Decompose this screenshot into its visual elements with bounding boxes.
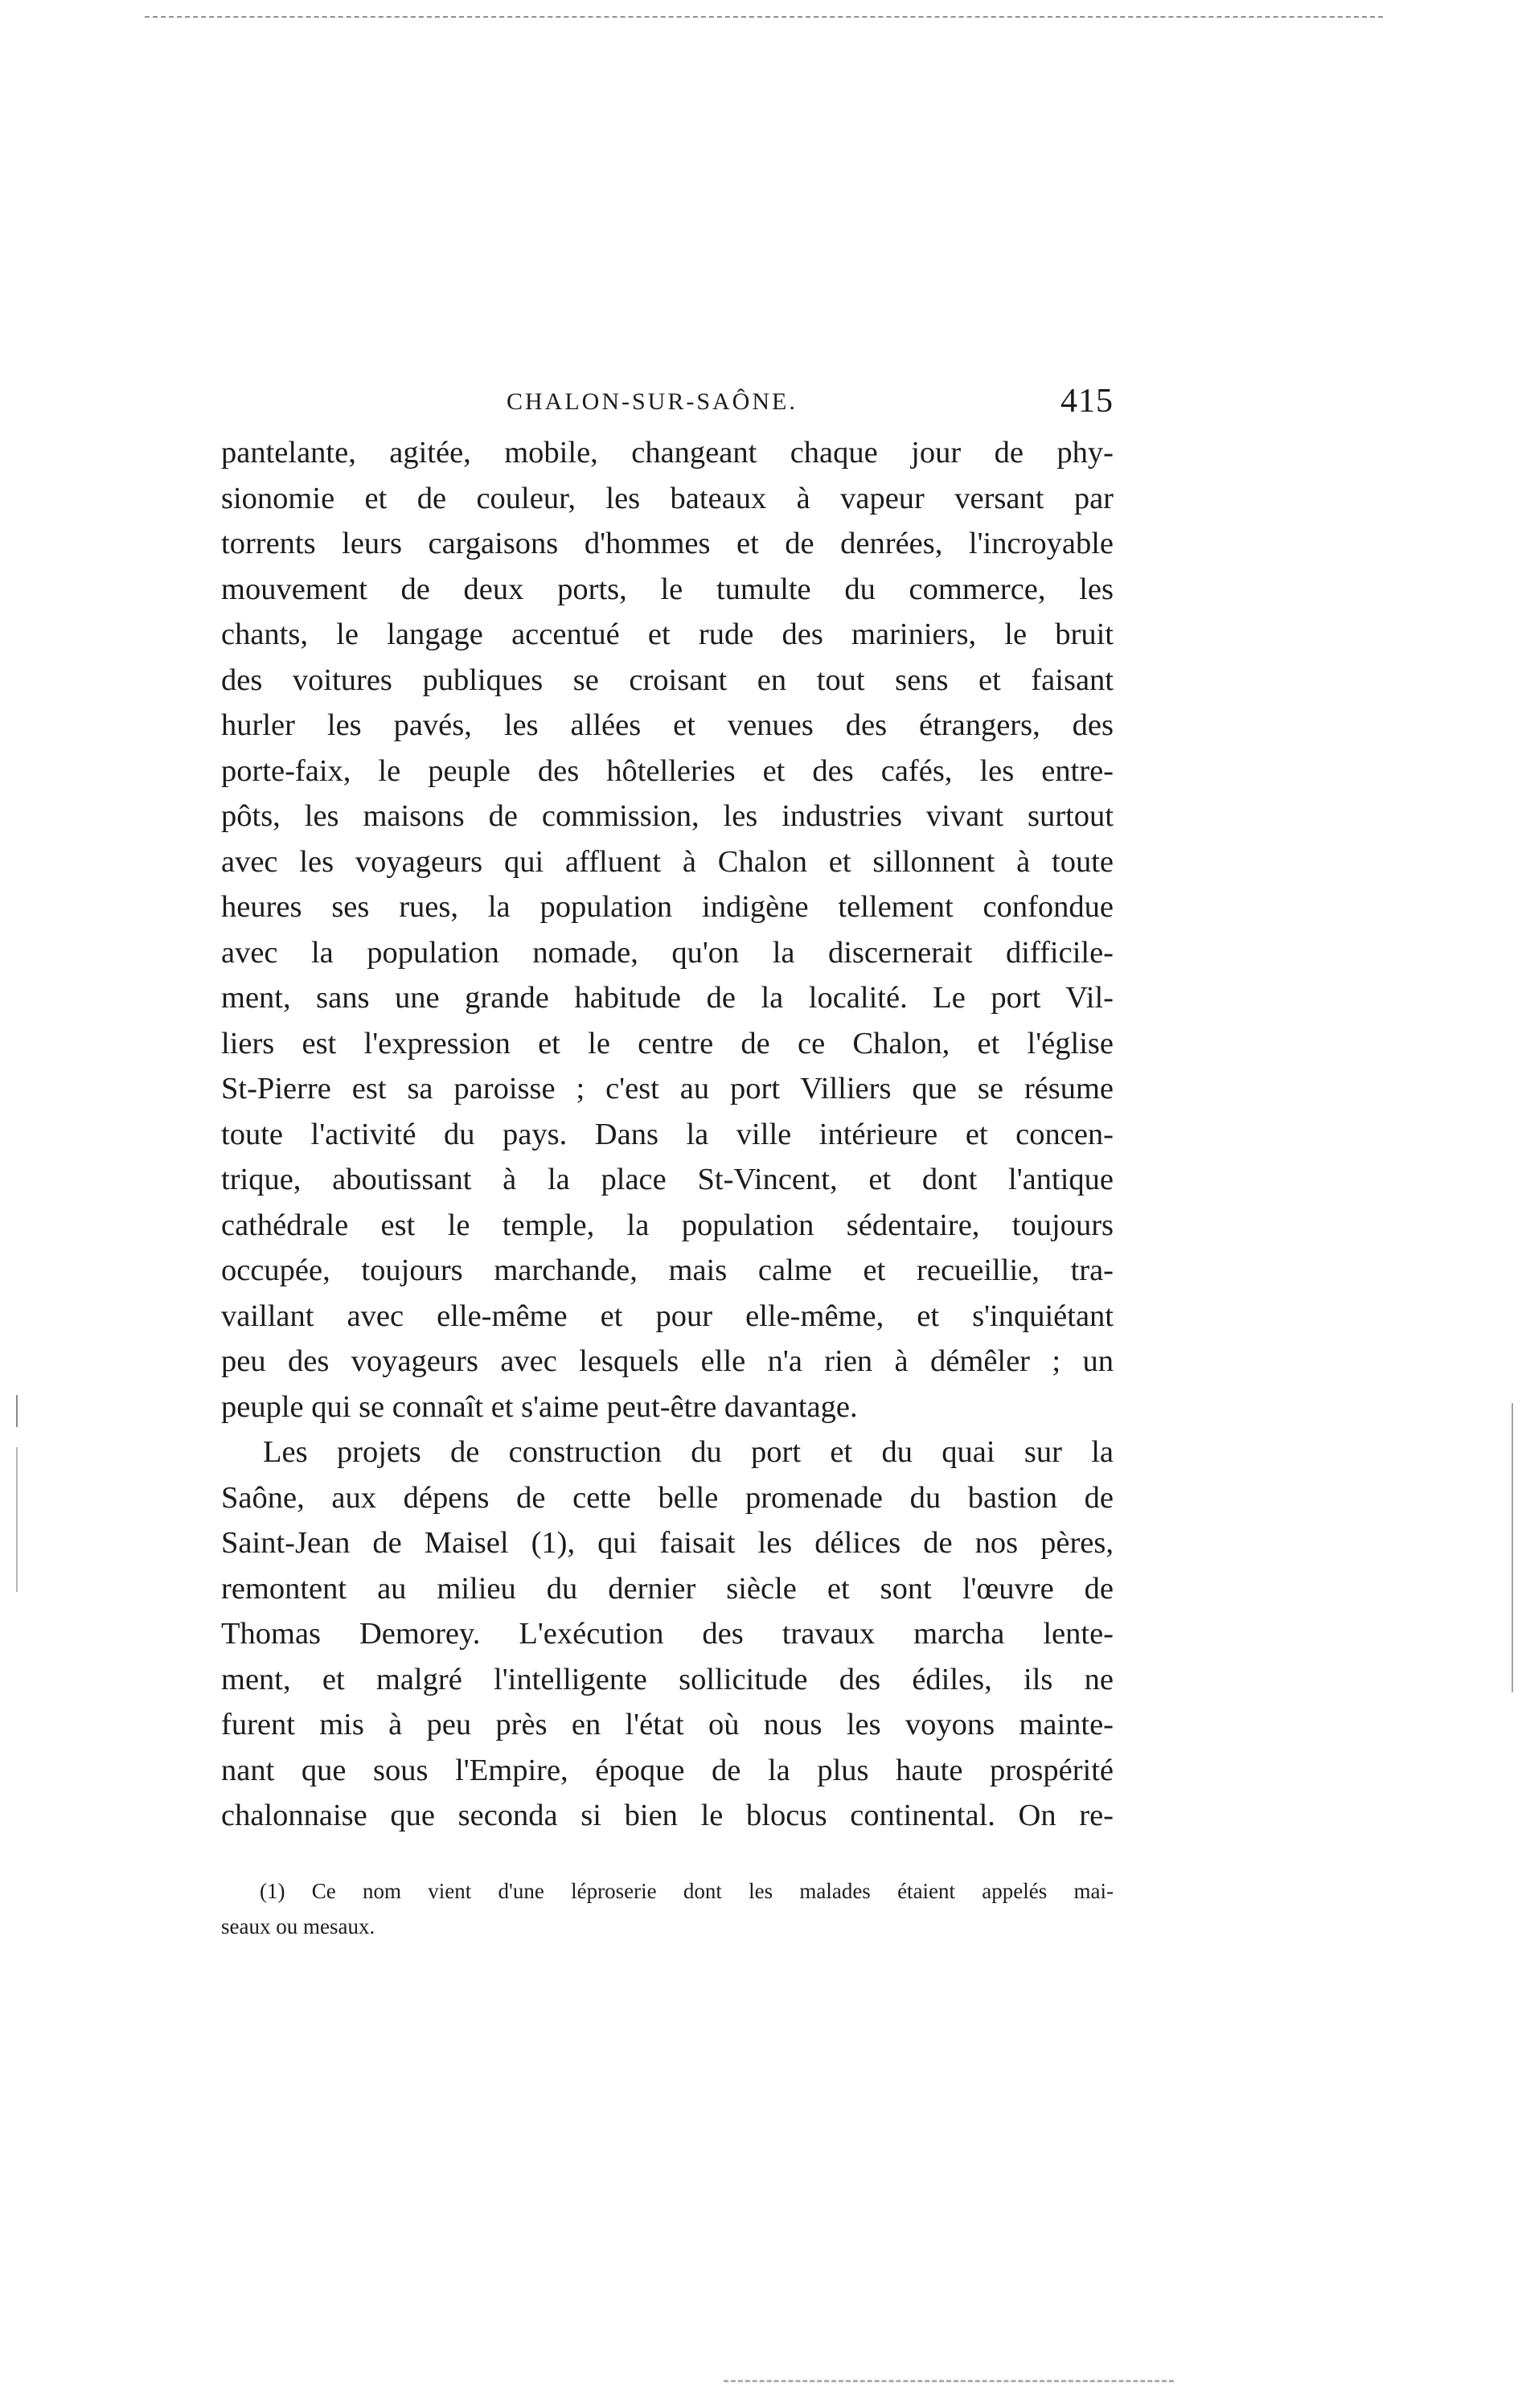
- text-line: remontent au milieu du dernier siècle et sont l'œuvre de: [221, 1571, 1114, 1606]
- paragraph-1: [221, 430, 1114, 1430]
- text-line: avec la population nomade, qu'on la discernerait difficile-: [221, 935, 1114, 970]
- text-line: trique, aboutissant à la place St-Vincent, et dont l'antique: [221, 1163, 1114, 1196]
- text-line: peu des voyageurs avec lesquels elle n'a rien à démêler ; un: [221, 1344, 1114, 1378]
- text-line: St-Pierre est sa paroisse ; c'est au port Villiers que se résume: [221, 1072, 1114, 1106]
- text-line: ment, et malgré l'intelligente sollicitude des édiles, ils ne: [221, 1662, 1114, 1696]
- scan-artifact-top-rule: [145, 16, 1383, 18]
- scan-artifact-right-line: [1512, 1403, 1513, 1692]
- text-line: toute l'activité du pays. Dans la ville intérieure et concen-: [221, 1117, 1114, 1151]
- text-line: chalonnaise que seconda si bien le blocus continental. On re-: [221, 1799, 1114, 1832]
- text-line: torrents leurs cargaisons d'hommes et de denrées, l'incroyable: [221, 527, 1114, 560]
- page-header: [221, 382, 1114, 430]
- footnote-line: seaux ou mesaux.: [221, 1914, 375, 1938]
- text-line: vaillant avec elle-même et pour elle-même, et s'inquiétant: [221, 1298, 1114, 1333]
- text-line: pantelante, agitée, mobile, changeant chaque jour de phy-: [221, 436, 1114, 470]
- paragraph-2: [221, 1430, 1114, 1839]
- text-line: avec les voyageurs qui affluent à Chalon et sillonnent à toute: [221, 844, 1114, 879]
- text-line: cathédrale est le temple, la population sédentaire, toujours: [221, 1208, 1114, 1242]
- text-line: nant que sous l'Empire, époque de la plus haute prospérité: [221, 1753, 1114, 1787]
- scan-artifact-bottom-rule: [724, 2380, 1174, 2382]
- footnote-line: (1) Ce nom vient d'une léproserie dont les malades étaient appelés mai-: [260, 1879, 1114, 1903]
- text-line: Saône, aux dépens de cette belle promenade du bastion de: [221, 1480, 1114, 1515]
- page-number: 415: [1060, 383, 1114, 420]
- text-line: hurler les pavés, les allées et venues des étrangers, des: [221, 708, 1114, 742]
- text-line: peuple qui se connaît et s'aime peut-être davantage.: [221, 1389, 858, 1424]
- text-line: Les projets de construction du port et du quai sur la: [263, 1435, 1114, 1469]
- text-line: furent mis à peu près en l'état où nous les voyons mainte-: [221, 1708, 1114, 1741]
- text-line: heures ses rues, la population indigène tellement confondue: [221, 890, 1114, 924]
- text-line: porte-faix, le peuple des hôtelleries et des cafés, les entre-: [221, 753, 1114, 788]
- scan-artifact-left-line: [16, 1447, 18, 1592]
- text-line: des voitures publiques se croisant en tout sens et faisant: [221, 663, 1114, 697]
- scan-artifact-left-tick: [16, 1395, 18, 1427]
- text-line: liers est l'expression et le centre de ce Chalon, et l'église: [221, 1026, 1114, 1060]
- text-line: chants, le langage accentué et rude des mariniers, le bruit: [221, 617, 1114, 651]
- text-line: sionomie et de couleur, les bateaux à vapeur versant par: [221, 481, 1114, 515]
- running-head: CHALON-SUR-SAÔNE.: [507, 388, 798, 415]
- body-text: [221, 430, 1114, 1839]
- text-line: ment, sans une grande habitude de la localité. Le port Vil-: [221, 981, 1114, 1015]
- text-line: mouvement de deux ports, le tumulte du commerce, les: [221, 572, 1114, 606]
- footnote: [221, 1873, 1114, 1944]
- text-line: Saint-Jean de Maisel (1), qui faisait les délices de nos pères,: [221, 1526, 1114, 1560]
- text-line: Thomas Demorey. L'exécution des travaux marcha lente-: [221, 1617, 1114, 1651]
- text-line: pôts, les maisons de commission, les industries vivant surtout: [221, 799, 1114, 833]
- text-line: occupée, toujours marchande, mais calme et recueillie, tra-: [221, 1253, 1114, 1287]
